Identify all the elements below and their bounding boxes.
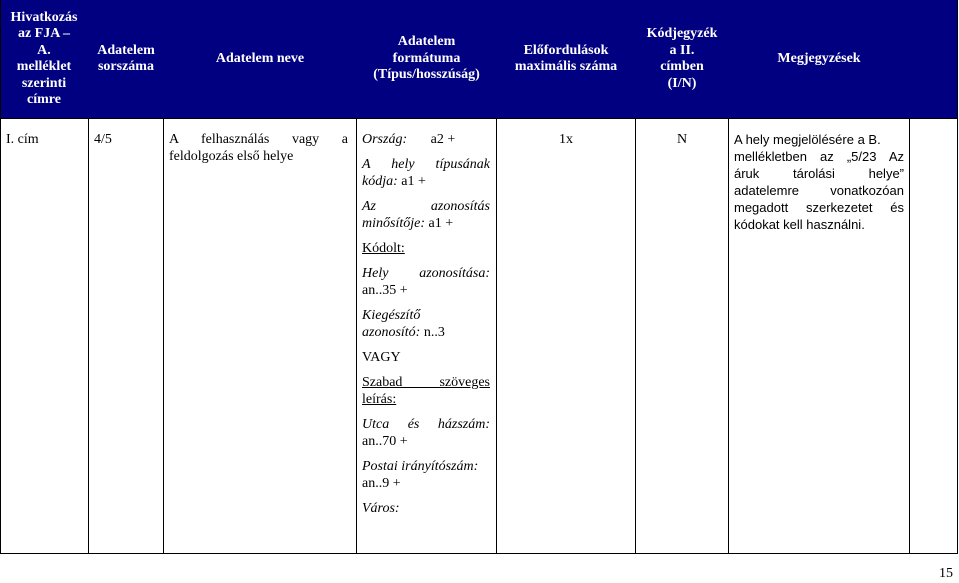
format-label: kódja: xyxy=(362,174,398,189)
codelist-cell: N xyxy=(676,132,688,147)
table-border-right xyxy=(957,0,958,554)
remarks-cell xyxy=(734,131,904,233)
header-text: Adatelem xyxy=(397,34,456,50)
name-cell xyxy=(169,131,348,165)
table-border-bottom xyxy=(0,553,958,554)
format-label: azonosító: xyxy=(362,325,421,340)
column-divider xyxy=(635,118,636,554)
format-label: Utca és házszám: xyxy=(362,417,490,432)
format-label: A hely típusának xyxy=(362,157,490,172)
format-label: VAGY xyxy=(362,350,401,365)
number-cell: 4/5 xyxy=(94,132,112,147)
header-text: címre xyxy=(27,92,61,107)
table-border-left xyxy=(0,0,1,554)
remarks-text: áruk tárolási helye” xyxy=(734,166,904,181)
column-divider xyxy=(496,118,497,554)
header-text: melléklet xyxy=(16,59,72,74)
format-qualifier xyxy=(362,198,490,232)
column-divider xyxy=(909,118,910,554)
header-occurrences xyxy=(497,0,635,118)
remarks-text: megadott szerkezetet és xyxy=(734,200,904,215)
header-remarks xyxy=(729,0,909,118)
format-coded xyxy=(362,240,490,257)
format-or xyxy=(362,349,490,366)
header-text: A. xyxy=(37,42,51,58)
format-city xyxy=(362,500,490,517)
format-value: an..9 + xyxy=(362,476,401,491)
format-label: Szabad szöveges xyxy=(362,375,490,390)
format-label: Város: xyxy=(362,501,400,516)
header-text: (I/N) xyxy=(667,75,697,91)
format-value: a1 + xyxy=(401,174,426,189)
column-divider xyxy=(356,118,357,554)
format-value: a1 + xyxy=(428,216,454,231)
header-divider xyxy=(0,118,958,119)
header-text: szerinti xyxy=(21,75,67,91)
format-label: leírás: xyxy=(362,392,397,407)
header-text: Adatelem neve xyxy=(215,50,305,66)
format-label: Kódolt: xyxy=(362,241,405,256)
header-text: Adatelem xyxy=(97,42,155,58)
name-text: feldolgozás első helye xyxy=(169,149,294,164)
header-text: maximális száma xyxy=(514,59,618,74)
remarks-text: kódokat kell használni. xyxy=(734,217,865,232)
format-cell xyxy=(362,131,490,517)
header-codelist xyxy=(636,0,728,118)
remarks-text: A hely megjelölésére a B. xyxy=(734,132,881,147)
column-divider xyxy=(163,118,164,554)
header-text: sorszáma xyxy=(97,59,154,74)
format-label: Az azonosítás xyxy=(362,199,490,214)
format-value: an..70 + xyxy=(362,434,408,449)
header-text: Megjegyzések xyxy=(777,50,861,66)
format-country xyxy=(362,131,490,148)
header-text: Előfordulások xyxy=(523,42,609,58)
page-number: 15 xyxy=(939,566,953,581)
header-text: Hivatkozás xyxy=(10,9,78,25)
header-number xyxy=(89,0,163,118)
format-value: n..3 xyxy=(423,325,445,340)
format-label: Kiegészítő xyxy=(362,308,421,323)
format-street xyxy=(362,416,490,450)
format-label: Hely azonosítása: xyxy=(362,266,490,281)
header-text: (Típus/hosszúság) xyxy=(373,67,480,83)
header-text: az FJA – xyxy=(17,26,71,41)
format-label: Ország: xyxy=(362,132,408,147)
header-text: címben xyxy=(660,59,704,74)
format-additional-id xyxy=(362,307,490,341)
remarks-text: mellékletben az „5/23 Az xyxy=(734,149,904,164)
header-format xyxy=(357,0,496,118)
reference-cell: I. cím xyxy=(6,132,39,147)
format-place-id xyxy=(362,265,490,299)
format-value: an..35 + xyxy=(362,283,408,298)
format-value: a2 + xyxy=(430,132,456,147)
format-place-type xyxy=(362,156,490,190)
format-postcode xyxy=(362,458,490,492)
format-label: Postai irányítószám: xyxy=(362,459,479,474)
header-text: formátuma xyxy=(392,50,461,66)
header-reference xyxy=(0,0,88,118)
format-free-text xyxy=(362,374,490,408)
name-text: A felhasználás vagy a xyxy=(169,132,348,147)
column-divider xyxy=(88,118,89,554)
remarks-text: adatelemre vonatkozóan xyxy=(734,183,904,198)
header-name xyxy=(164,0,356,118)
occurrences-cell: 1x xyxy=(559,132,573,147)
column-divider xyxy=(728,118,729,554)
header-text: a II. xyxy=(669,42,695,58)
format-label: minősítője: xyxy=(362,216,425,231)
header-text: Kódjegyzék xyxy=(646,26,718,41)
